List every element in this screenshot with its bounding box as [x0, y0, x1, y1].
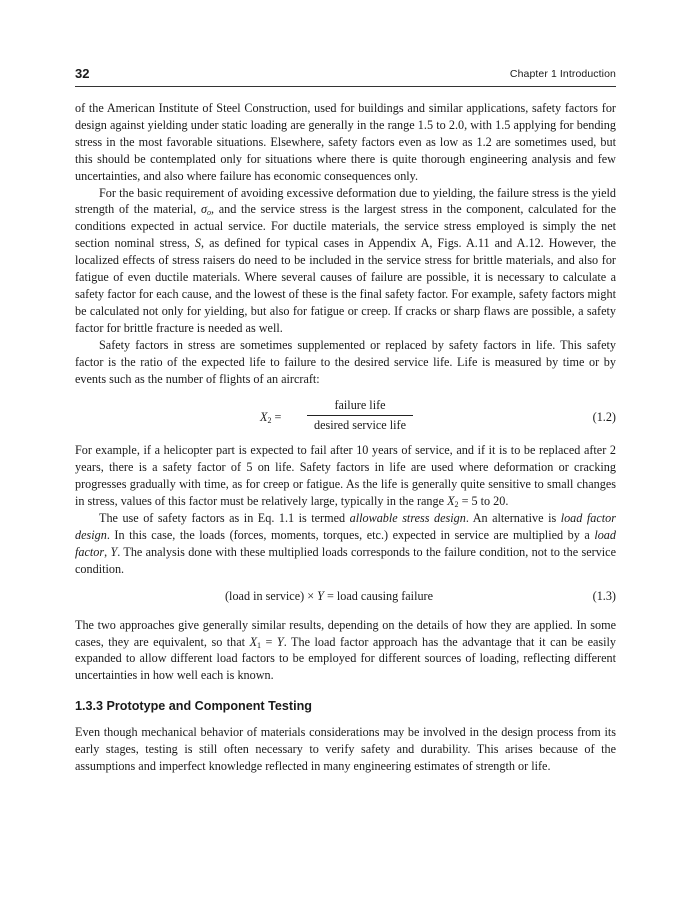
- header-rule: [75, 86, 616, 87]
- running-header: [75, 66, 616, 84]
- fraction-denominator: desired service life: [313, 418, 407, 433]
- fraction-bar: [307, 415, 413, 416]
- equation-body: (load in service) × Y = load causing failure: [225, 588, 434, 603]
- fraction-numerator: failure life: [334, 398, 386, 413]
- paragraph-4: For example, if a helicopter part is expected to fail after 10 years of service, and if it is to be replaced after 2 years, there is a safety factor of 5 on life. Safety factors in life are used where deformation or cracking progresses gradually with time, as for creep or fatigue. As the life is generally quite sensitive to small changes in stress, values of this factor must be relatively large, typically in the range $X_2 = 5$ to 20.: [75, 443, 616, 510]
- section-heading: 1.3.3 Prototype and Component Testing: [75, 699, 312, 714]
- equation-1-3: [75, 588, 616, 606]
- paragraph-7: Even though mechanical behavior of materials considerations may be involved in the design process from its early stages, testing is still often necessary to verify safety and durability. This arises because of the assumptions and imperfect knowledge reflected in many engineering estimates of strength or life.: [75, 725, 616, 773]
- equation-number: (1.2): [592, 410, 616, 425]
- paragraph-3: Safety factors in stress are sometimes supplemented or replaced by safety factors in life. This safety factor is the ratio of the expected life to failure to the desired service life. Life is measured by time or by events such as the number of flights of an aircraft:: [75, 337, 616, 386]
- equation-number: (1.3): [592, 588, 616, 603]
- paragraph-1: of the American Institute of Steel Construction, used for buildings and similar applications, safety factors for design against yielding under static loading are generally in the range 1.5 to 2.0, with 1.5 applying for bending stress in the most favorable situations. Elsewhere, safety factors even as low as 1.2 are sometimes used, but this should be contemplated only for situations where there is quite thorough engineering analysis and few uncertainties, and also where failure has economic consequences only.: [75, 101, 616, 183]
- body-text: [75, 100, 616, 775]
- paragraph-5: The use of safety factors as in Eq. 1.1 is termed allowable stress design. An alternative is load factor design. In this case, the loads (forces, moments, torques, etc.) expected in service are multiplied by a load factor, Y. The analysis done with these multiplied loads corresponds to the failure condition, not to the service condition.: [75, 511, 616, 576]
- equation-fraction: [307, 397, 413, 434]
- equation-1-2: [75, 397, 616, 435]
- equation-lhs: $X_2$ =: [260, 410, 282, 426]
- paragraph-6: The two approaches give generally similar results, depending on the details of how they are applied. In some cases, they are equivalent, so that $X_1 = Y$. The load factor approach has the advantage that it can be easily expanded to allow different load factors to be employed for different sources of loading, reflecting different uncertainties in how well each is known.: [75, 617, 617, 683]
- page-number: 32: [75, 66, 90, 81]
- paragraph-2: For the basic requirement of avoiding excessive deformation due to yielding, the failure stress is the yield strength of the material, $\sigma_o$, and the service stress is the largest stress in the component, calculated for the conditions expected in actual service. For ductile materials, the service stress employed is simply the net section nominal stress, S, as defined for typical cases in Appendix A, Figs. A.11 and A.12. However, the localized effects of stress raisers do need to be included in the service stress for brittle materials, and also for fatigue of even ductile materials. Where several causes of failure are possible, it is necessary to calculate a safety factor for each cause, and the lowest of these is the final safety factor. For example, safety factors might be calculated not only for yielding, but also for fatigue or creep. If cracks or sharp flaws are possible, a safety factor for brittle fracture is needed as well.: [75, 185, 617, 335]
- chapter-title: Chapter 1 Introduction: [509, 68, 616, 80]
